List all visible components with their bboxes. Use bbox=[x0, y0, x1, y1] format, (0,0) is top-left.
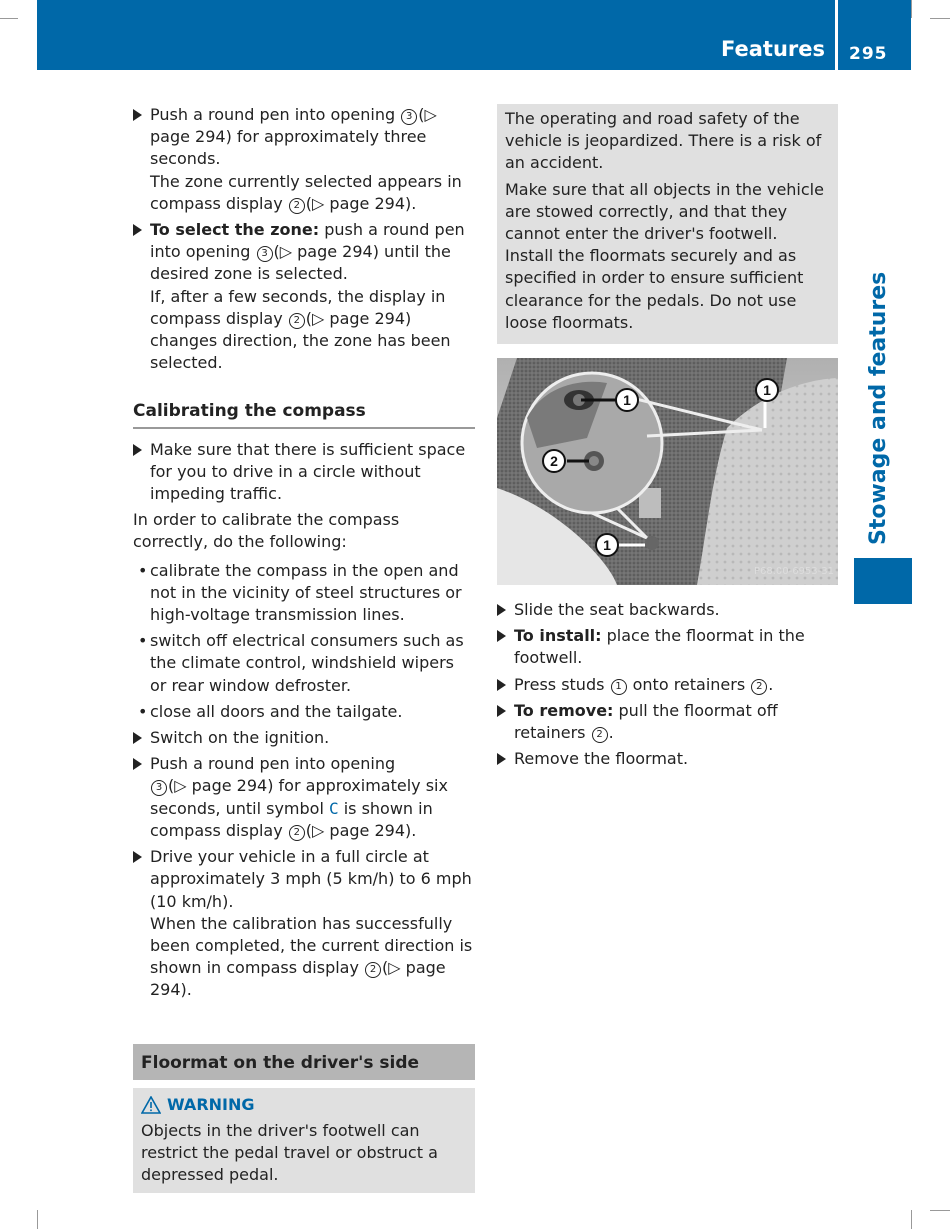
crop-mark bbox=[911, 1210, 912, 1229]
floormat-illustration bbox=[497, 358, 838, 585]
chapter-tab-label: Stowage and features bbox=[866, 271, 891, 545]
step-item: To install: place the floormat in the footwell. bbox=[497, 625, 838, 669]
page-number: 295 bbox=[849, 44, 888, 64]
warning-triangle-icon bbox=[141, 1096, 161, 1114]
header-divider bbox=[835, 0, 838, 70]
right-column bbox=[497, 104, 838, 774]
step-arrow-icon bbox=[497, 630, 506, 642]
figure-id: P68.00-6953-31 bbox=[753, 565, 834, 577]
step-arrow-icon bbox=[133, 444, 142, 456]
step-item: Push a round pen into opening 3 (▷ page 294) for approximately six seconds, until symbol C is shown in compass display 2 (▷ page 294). bbox=[133, 753, 475, 842]
figure-callout: 1 bbox=[763, 382, 771, 399]
bullet-icon: • bbox=[138, 701, 148, 721]
section-heading: Calibrating the compass bbox=[133, 400, 475, 428]
figure-callout: 2 bbox=[550, 453, 558, 470]
callout-number: 2 bbox=[365, 962, 381, 978]
safety-text: Make sure that all objects in the vehicle are stowed correctly, and that they cannot enter the driver's footwell. Install the floormats securely and as specified in order to ensure sufficient clearance for the pedals. Do not use loose floormats. bbox=[505, 179, 824, 332]
step-arrow-icon bbox=[497, 705, 506, 717]
bullet-icon: • bbox=[138, 560, 148, 580]
step-arrow-icon bbox=[497, 753, 506, 765]
warning-text: Objects in the driver's footwell can restrict the pedal travel or obstruct a depressed pedal. bbox=[141, 1120, 438, 1185]
callout-number: 3 bbox=[401, 109, 417, 125]
step-arrow-icon bbox=[133, 732, 142, 744]
section-heading: Floormat on the driver's side bbox=[133, 1044, 475, 1080]
floormat-photo bbox=[497, 358, 838, 585]
step-arrow-icon bbox=[133, 758, 142, 770]
callout-number: 2 bbox=[289, 198, 305, 214]
step-item: Switch on the ignition. bbox=[133, 727, 475, 749]
crop-mark bbox=[930, 1210, 950, 1211]
step-arrow-icon bbox=[497, 604, 506, 616]
callout-number: 2 bbox=[289, 313, 305, 329]
body-paragraph: In order to calibrate the compass correctly, do the following: bbox=[133, 510, 400, 552]
warning-continuation-box bbox=[497, 104, 838, 344]
section-title: Features bbox=[721, 37, 825, 61]
step-arrow-icon bbox=[133, 109, 142, 121]
bullet-item: • calibrate the compass in the open and not in the vicinity of steel structures or high-voltage transmission lines. bbox=[138, 560, 462, 625]
bullet-item: • close all doors and the tailgate. bbox=[133, 701, 475, 723]
callout-number: 2 bbox=[751, 679, 767, 695]
step-arrow-icon bbox=[133, 224, 142, 236]
step-item: Slide the seat backwards. bbox=[497, 599, 838, 621]
chapter-tab-marker bbox=[854, 558, 912, 604]
compass-symbol: C bbox=[328, 798, 339, 818]
figure-callout: 1 bbox=[603, 537, 611, 554]
crop-mark bbox=[37, 1210, 38, 1229]
crop-mark bbox=[930, 18, 950, 19]
step-item: To remove: pull the floormat off retainers 2 . bbox=[497, 700, 838, 744]
step-item: Press studs 1 onto retainers 2 . bbox=[497, 674, 838, 696]
safety-text: The operating and road safety of the vehicle is jeopardized. There is a risk of an accident. bbox=[505, 109, 822, 173]
callout-number: 1 bbox=[611, 679, 627, 695]
step-arrow-icon bbox=[133, 851, 142, 863]
step-item: To select the zone: push a round pen into opening 3 (▷ page 294) until the desired zone is selected. If, after a few seconds, the display in compass display 2 (▷ page 294) changes direction, the zone has been selected. bbox=[133, 219, 475, 374]
callout-number: 3 bbox=[151, 780, 167, 796]
step-item: Make sure that there is sufficient space for you to drive in a circle without impeding traffic. bbox=[133, 439, 475, 506]
step-item: Push a round pen into opening 3 (▷ page 294) for approximately three seconds. The zone currently selected appears in compass display 2 (▷ page 294). bbox=[133, 104, 475, 215]
step-arrow-icon bbox=[497, 679, 506, 691]
callout-number: 2 bbox=[289, 825, 305, 841]
step-item: Remove the floormat. bbox=[497, 748, 838, 770]
crop-mark bbox=[911, 0, 912, 18]
warning-box bbox=[133, 1088, 475, 1193]
bullet-item: • switch off electrical consumers such as the climate control, windshield wipers or rear window defroster. bbox=[138, 631, 464, 695]
left-column bbox=[133, 104, 475, 1193]
crop-mark bbox=[0, 18, 18, 19]
callout-number: 2 bbox=[592, 727, 608, 743]
bullet-icon: • bbox=[138, 631, 148, 651]
figure-callout: 1 bbox=[623, 392, 631, 409]
callout-number: 3 bbox=[257, 246, 273, 262]
warning-title: WARNING bbox=[141, 1094, 467, 1116]
step-item: Drive your vehicle in a full circle at approximately 3 mph (5 km/h) to 6 mph (10 km/h). When the calibration has successfully been completed, the current direction is shown in compass display 2 (▷ page 294). bbox=[133, 846, 475, 1001]
